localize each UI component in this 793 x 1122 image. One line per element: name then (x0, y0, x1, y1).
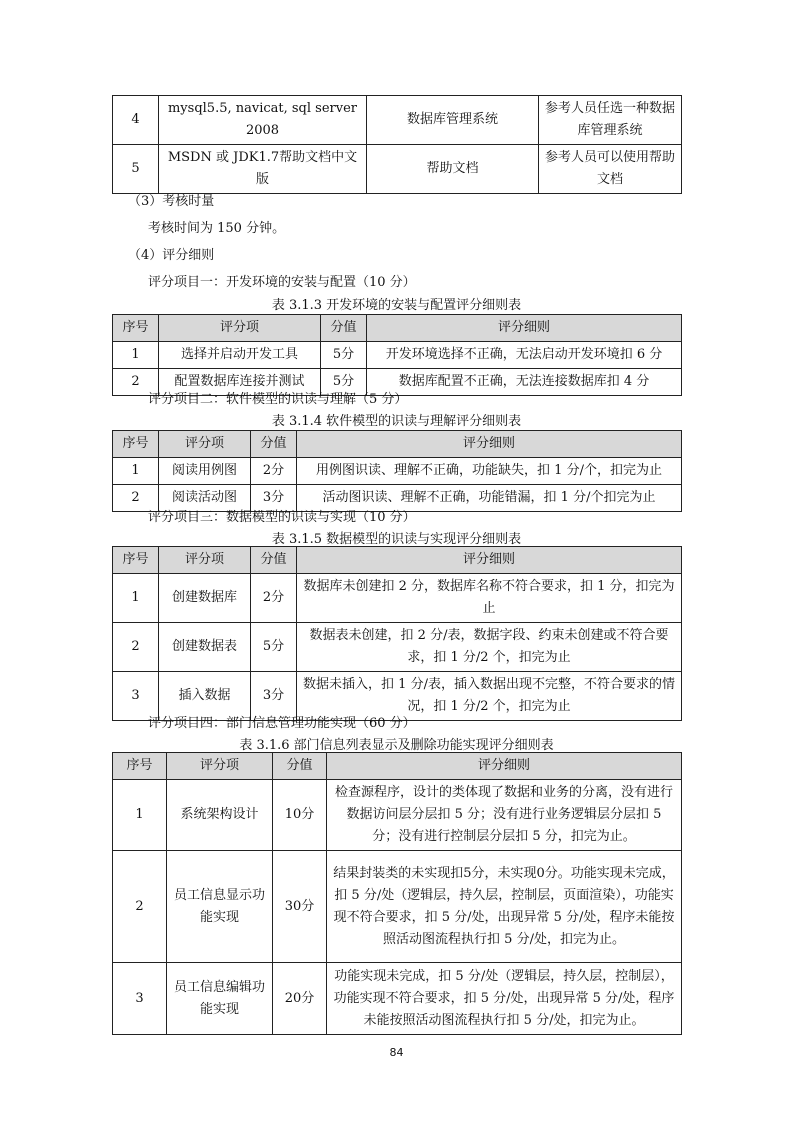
table-row (113, 963, 682, 1035)
table-row (113, 458, 682, 485)
table-cell: 插入数据 (159, 672, 251, 721)
column-header: 评分细则 (297, 547, 682, 574)
column-header: 评分细则 (297, 431, 682, 458)
table-cell: 3分 (251, 485, 297, 512)
table-header-row (113, 547, 682, 574)
section-heading: （3）考核时量 (128, 194, 215, 209)
table-cell: 2 (113, 851, 167, 963)
table-cell: 创建数据库 (159, 574, 251, 623)
score-table-2 (112, 430, 682, 512)
table-caption: 表 3.1.5 数据模型的识读与实现评分细则表 (271, 532, 522, 547)
table-caption: 表 3.1.6 部门信息列表显示及删除功能实现评分细则表 (239, 738, 554, 753)
table-cell: 30分 (273, 851, 327, 963)
table-cell: 3分 (251, 672, 297, 721)
table-row (113, 96, 682, 145)
table-cell: 1 (113, 342, 159, 369)
table-cell: 5 (113, 145, 159, 194)
score-table-3 (112, 546, 682, 721)
table-row (113, 574, 682, 623)
table-header-row (113, 753, 682, 780)
item-title: 评分项目二：软件模型的识读与理解（5 分） (148, 392, 408, 407)
column-header: 评分细则 (367, 315, 682, 342)
table-header-row (113, 315, 682, 342)
page-number: 84 (389, 1046, 404, 1059)
column-header: 评分项 (159, 431, 251, 458)
table-cell: 阅读活动图 (159, 485, 251, 512)
table-row (113, 342, 682, 369)
table-cell: 选择并启动开发工具 (159, 342, 321, 369)
table-cell: 配置数据库连接并测试 (159, 369, 321, 396)
table-cell: mysql5.5, navicat, sql server 2008 (159, 96, 367, 145)
table-cell: 2 (113, 623, 159, 672)
table-cell: 5分 (321, 342, 367, 369)
table-cell: 员工信息编辑功能实现 (167, 963, 273, 1035)
table-cell: 功能实现未完成，扣 5 分/处（逻辑层，持久层，控制层），功能实现不符合要求，扣 5 分/处，出现异常 5 分/处，程序未能按照活动图流程执行扣 5 分/处，扣完为止。 (327, 963, 682, 1035)
column-header: 序号 (113, 753, 167, 780)
item-title: 评分项目四：部门信息管理功能实现（60 分） (148, 716, 416, 731)
column-header: 分值 (273, 753, 327, 780)
column-header: 评分细则 (327, 753, 682, 780)
table-row (113, 623, 682, 672)
table-cell: 4 (113, 96, 159, 145)
env-table (112, 95, 682, 194)
column-header: 评分项 (159, 547, 251, 574)
table-caption: 表 3.1.4 软件模型的识读与理解评分细则表 (271, 414, 522, 429)
table-cell: 10分 (273, 780, 327, 851)
section-heading: （4）评分细则 (128, 248, 215, 263)
section-text: 考核时间为 150 分钟。 (148, 221, 286, 236)
table-header-row (113, 431, 682, 458)
table-cell: 结果封装类的未实现扣5分，未实现0分。功能实现未完成，扣 5 分/处（逻辑层，持久层，控制层，页面渲染），功能实现不符合要求，扣 5 分/处，出现异常 5 分/处，程序未能按照活动图流程执行扣 5 分/处，扣完为止。 (327, 851, 682, 963)
table-cell: 数据表未创建，扣 2 分/表，数据字段、约束未创建或不符合要求，扣 1 分/2 个，扣完为止 (297, 623, 682, 672)
table-row (113, 145, 682, 194)
table-cell: 系统架构设计 (167, 780, 273, 851)
column-header: 序号 (113, 431, 159, 458)
table-cell: 用例图识读、理解不正确，功能缺失，扣 1 分/个，扣完为止 (297, 458, 682, 485)
table-cell: 数据未插入，扣 1 分/表，插入数据出现不完整，不符合要求的情况，扣 1 分/2 个，扣完为止 (297, 672, 682, 721)
table-cell: 2分 (251, 458, 297, 485)
table-cell: 数据库未创建扣 2 分，数据库名称不符合要求，扣 1 分，扣完为止 (297, 574, 682, 623)
table-cell: 数据库管理系统 (367, 96, 539, 145)
table-cell: 20分 (273, 963, 327, 1035)
table-caption: 表 3.1.3 开发环境的安装与配置评分细则表 (271, 298, 522, 313)
item-title: 评分项目三：数据模型的识读与实现（10 分） (148, 510, 416, 525)
table-row (113, 851, 682, 963)
table-cell: 员工信息显示功能实现 (167, 851, 273, 963)
table-cell: 活动图识读、理解不正确，功能错漏，扣 1 分/个扣完为止 (297, 485, 682, 512)
column-header: 序号 (113, 547, 159, 574)
score-table-4 (112, 752, 682, 1035)
table-cell: MSDN 或 JDK1.7帮助文档中文版 (159, 145, 367, 194)
column-header: 分值 (251, 431, 297, 458)
score-table-1 (112, 314, 682, 396)
table-cell: 1 (113, 574, 159, 623)
table-cell: 5分 (251, 623, 297, 672)
column-header: 评分项 (167, 753, 273, 780)
table-cell: 1 (113, 458, 159, 485)
table-cell: 数据库配置不正确，无法连接数据库扣 4 分 (367, 369, 682, 396)
column-header: 序号 (113, 315, 159, 342)
column-header: 分值 (251, 547, 297, 574)
table-cell: 2分 (251, 574, 297, 623)
table-cell: 帮助文档 (367, 145, 539, 194)
table-cell: 1 (113, 780, 167, 851)
item-title: 评分项目一：开发环境的安装与配置（10 分） (148, 275, 416, 290)
table-cell: 5分 (321, 369, 367, 396)
table-cell: 2 (113, 369, 159, 396)
table-row (113, 780, 682, 851)
column-header: 评分项 (159, 315, 321, 342)
table-cell: 检查源程序，设计的类体现了数据和业务的分离，没有进行数据访问层分层扣 5 分；没有进行业务逻辑层分层扣 5 分；没有进行控制层分层扣 5 分，扣完为止。 (327, 780, 682, 851)
table-cell: 阅读用例图 (159, 458, 251, 485)
table-cell: 2 (113, 485, 159, 512)
table-cell: 开发环境选择不正确，无法启动开发环境扣 6 分 (367, 342, 682, 369)
column-header: 分值 (321, 315, 367, 342)
table-cell: 参考人员任选一种数据库管理系统 (539, 96, 682, 145)
table-cell: 参考人员可以使用帮助文档 (539, 145, 682, 194)
table-cell: 3 (113, 963, 167, 1035)
table-cell: 创建数据表 (159, 623, 251, 672)
table-cell: 3 (113, 672, 159, 721)
